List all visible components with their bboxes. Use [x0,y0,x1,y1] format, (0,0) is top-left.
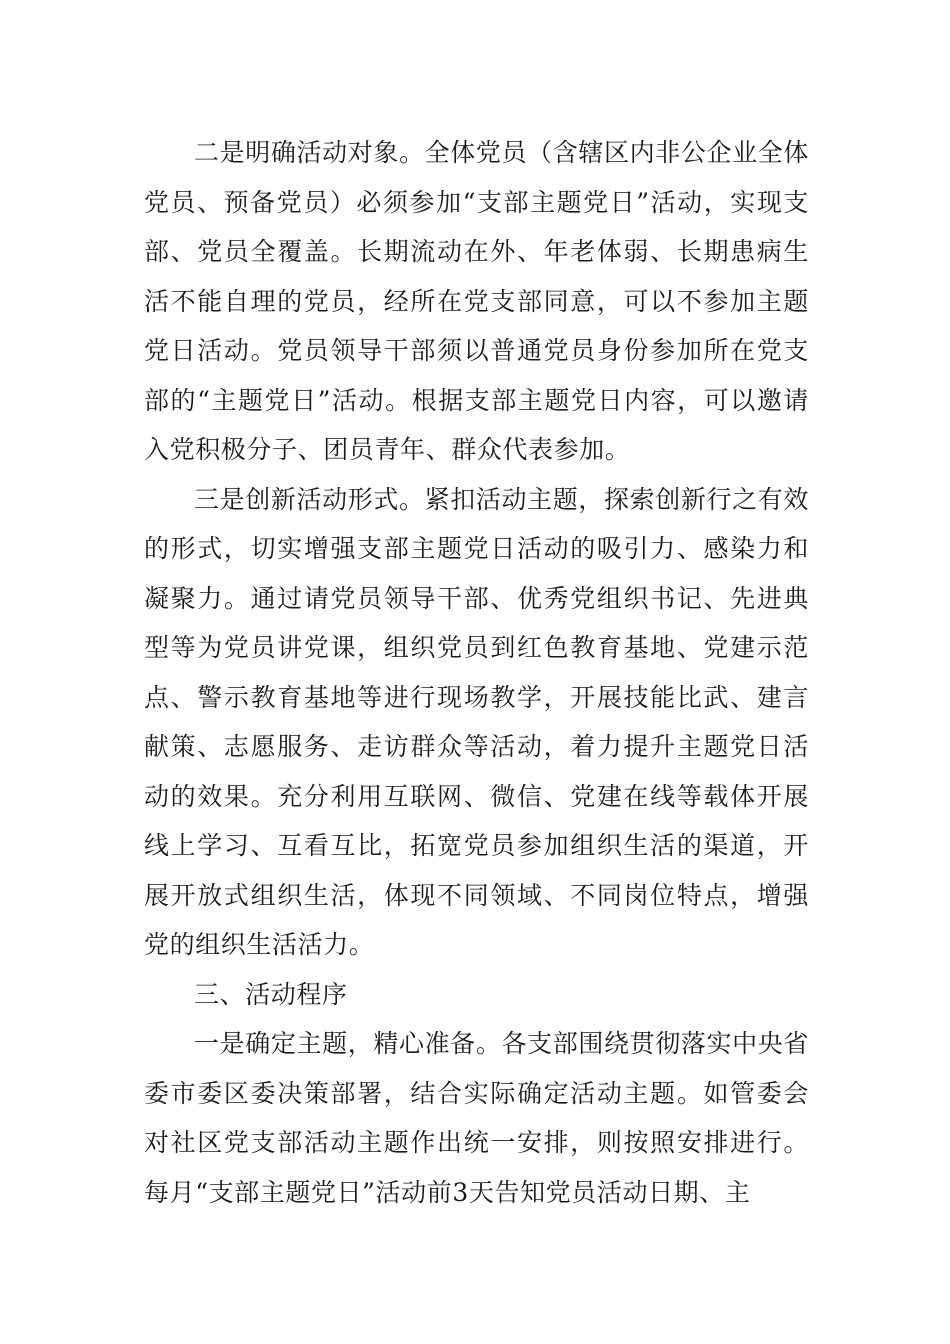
paragraph-activity-format: 三是创新活动形式。紧扣活动主题，探索创新行之有效的形式，切实增强支部主题党日活动的吸引力、感染力和凝聚力。通过请党员领导干部、优秀党组织书记、先进典型等为党员讲党课，组织党员到红色教育基地、党建示范点、警示教育基地等进行现场教学，开展技能比武、建言献策、志愿服务、走访群众等活动，着力提升主题党日活动的效果。充分利用互联网、微信、党建在线等载体开展线上学习、互看互比，拓宽党员参加组织生活的渠道，开展开放式组织生活，体现不同领域、不同岗位特点，增强党的组织生活活力。 [144,484,809,959]
paragraph-activity-participants: 二是明确活动对象。全体党员（含辖区内非公企业全体党员、预备党员）必须参加“支部主题党日”活动，实现支部、党员全覆盖。长期流动在外、年老体弱、长期患病生活不能自理的党员，经所在党支部同意，可以不参加主题党日活动。党员领导干部须以普通党员身份参加所在党支部的“主题党日”活动。根据支部主题党日内容，可以邀请入党积极分子、团员青年、群众代表参加。 [144,138,809,464]
paragraph-theme-preparation: 一是确定主题，精心准备。各支部围绕贯彻落实中央省委市委区委决策部署，结合实际确定活动主题。如管委会对社区党支部活动主题作出统一安排，则按照安排进行。每月“支部主题党日”活动前3天告知党员活动日期、主 [144,1029,809,1207]
document-body [144,128,809,1217]
section-heading-activity-procedure: 三、活动程序 [194,979,348,1009]
